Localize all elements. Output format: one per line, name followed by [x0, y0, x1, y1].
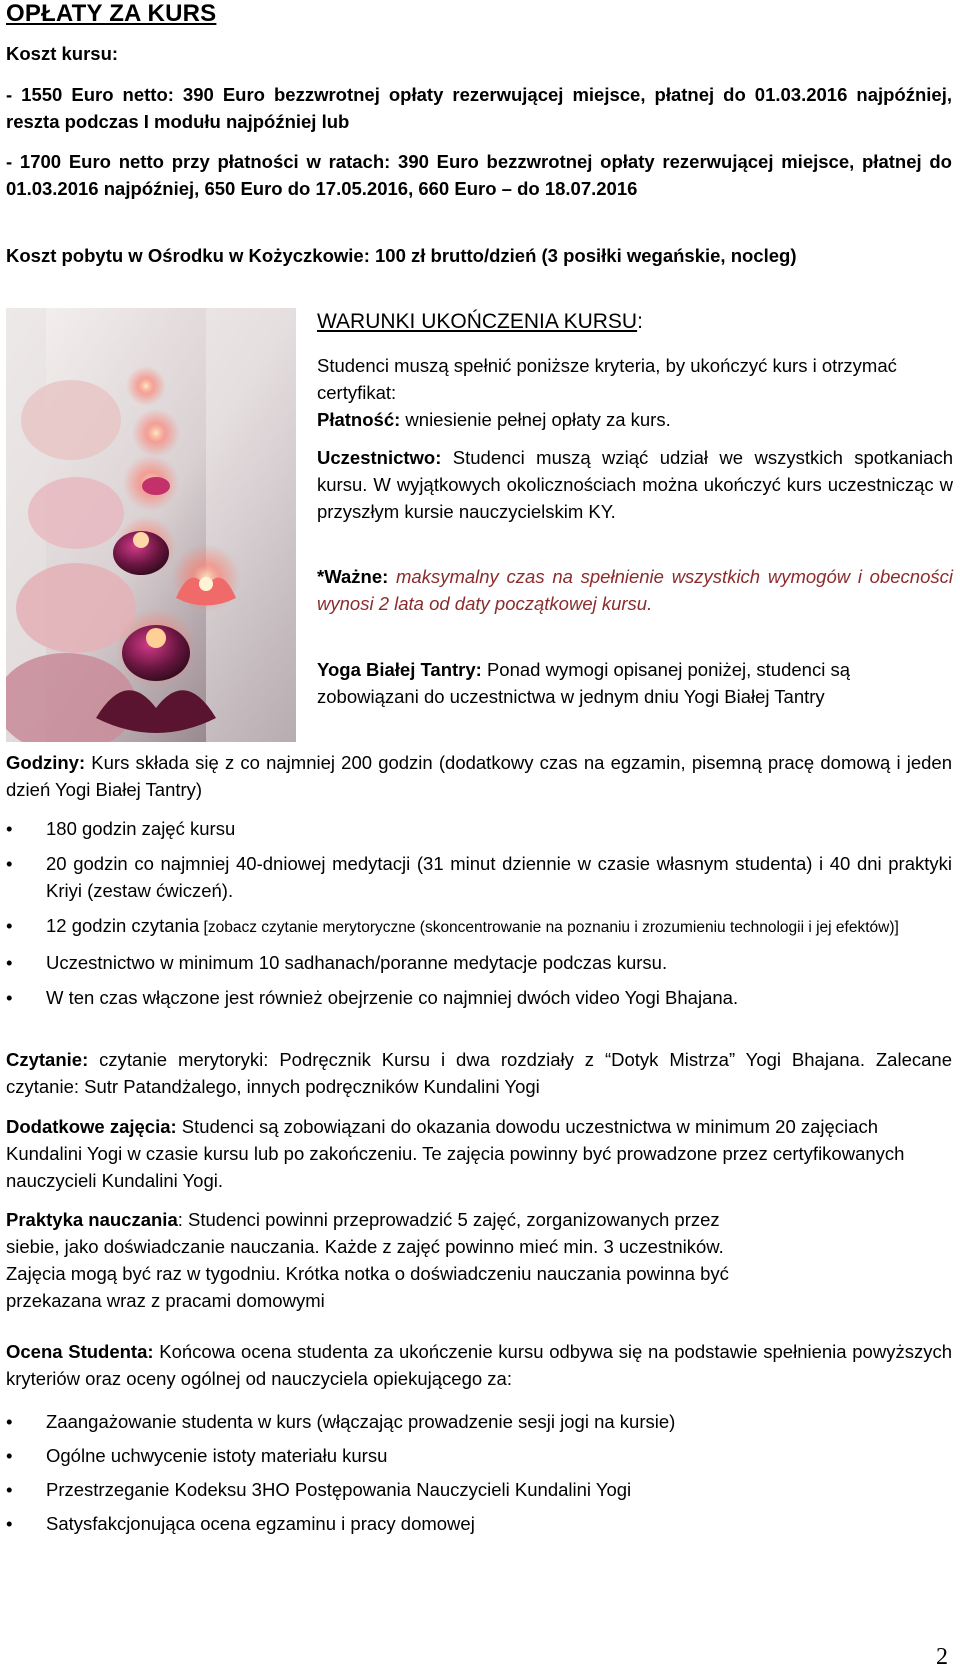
evaluation-text: Końcowa ocena studenta za ukończenie kursu odbywa się na podstawie spełnienia powyższych kryteriów oraz oceny ogólnej od nauczyciela opiekującego za:: [6, 1341, 952, 1389]
teaching-line-4: przekazana wraz z pracami domowymi: [6, 1290, 325, 1311]
evaluation-label: Ocena Studenta:: [6, 1341, 154, 1362]
stay-cost: Koszt pobytu w Ośrodku w Kożyczkowie: 100 zł brutto/dzień (3 posiłki wegańskie, nocleg): [6, 245, 797, 266]
teaching-line-2: siebie, jako doświadczanie nauczania. Każde z zajęć powinno mieć min. 3 uczestników.: [6, 1236, 724, 1257]
bullet-icon: •: [6, 915, 13, 936]
hours-list: [6, 815, 952, 1011]
reading-note: [zobacz czytanie merytoryczne (skoncentrowanie na poznaniu i zrozumieniu technologii i jej efektów)]: [199, 919, 899, 936]
list-item: [6, 912, 952, 941]
hours-label: Godziny:: [6, 752, 86, 773]
white-tantra-label: Yoga Białej Tantry:: [317, 659, 482, 680]
attendance-text: Studenci muszą wziąć udział we wszystkich spotkaniach kursu. W wyjątkowych okolicznościach można ukończyć kurs uczestnicząc w przyszłym kursie nauczycielskim KY.: [317, 447, 953, 522]
list-item-text: Przestrzeganie Kodeksu 3HO Postępowania Nauczycieli Kundalini Yogi: [46, 1479, 632, 1500]
teaching-line-1-text: : Studenci powinni przeprowadzić 5 zajęć, zorganizowanych przez: [177, 1209, 720, 1230]
list-item: [6, 1476, 952, 1503]
bullet-icon: •: [6, 952, 13, 973]
page-number: 2: [936, 1644, 948, 1670]
payment-label: Płatność:: [317, 409, 401, 430]
list-item: [6, 1408, 952, 1435]
payment-text: wniesienie pełnej opłaty za kurs.: [400, 409, 671, 430]
hours-text: Kurs składa się z co najmniej 200 godzin (dodatkowy czas na egzamin, pisemną pracę domową i jeden dzień Yogi Białej Tantry): [6, 752, 952, 800]
list-item: [6, 949, 952, 976]
evaluation-paragraph: [6, 1338, 952, 1392]
white-tantra-requirement: [317, 656, 953, 710]
fees-label: Koszt kursu:: [6, 43, 119, 64]
important-note: [317, 563, 953, 617]
evaluation-list: [6, 1408, 952, 1537]
list-item-text: 20 godzin co najmniej 40-dniowej medytacji (31 minut dziennie w czasie własnym studenta) i 40 dni praktyki Kriyi (zestaw ćwiczeń).: [46, 853, 952, 901]
payment-requirement: [317, 406, 953, 433]
completion-intro: Studenci muszą spełnić poniższe kryteria, by ukończyć kurs i otrzymać certyfikat:: [317, 355, 897, 403]
teaching-line-3: Zajęcia mogą być raz w tygodniu. Krótka notka o doświadczeniu nauczania powinna być: [6, 1263, 729, 1284]
bullet-icon: •: [6, 1479, 13, 1500]
attendance-label: Uczestnictwo:: [317, 447, 442, 468]
attendance-requirement: [317, 444, 953, 525]
list-item: [6, 984, 952, 1011]
extra-classes-paragraph: [6, 1113, 952, 1194]
fees-option-2: - 1700 Euro netto przy płatności w ratach: 390 Euro bezzwrotnej opłaty rezerwującej miejsce, płatnej do 01.03.2016 najpóźniej, 650 Euro do 17.05.2016, 660 Euro – do 18.07.2016: [6, 151, 952, 199]
completion-heading-colon: :: [637, 310, 643, 333]
list-item-text: 12 godzin czytania: [46, 915, 200, 936]
bullet-icon: •: [6, 818, 13, 839]
list-item-text: W ten czas włączone jest również obejrzenie co najmniej dwóch video Yogi Bhajana.: [46, 987, 739, 1008]
list-item-text: Zaangażowanie studenta w kurs (włączając prowadzenie sesji jogi na kursie): [46, 1411, 676, 1432]
important-label: *Ważne:: [317, 566, 389, 587]
list-item-text: Uczestnictwo w minimum 10 sadhanach/poranne medytacje podczas kursu.: [46, 952, 668, 973]
reading-paragraph: [6, 1046, 952, 1100]
bullet-icon: •: [6, 853, 13, 874]
list-item: [6, 1442, 952, 1469]
page-title: OPŁATY ZA KURS: [6, 0, 217, 27]
extra-text: Studenci są zobowiązani do okazania dowodu uczestnictwa w minimum 20 zajęciach Kundalini Yogi w czasie kursu lub po zakończeniu. Te zajęcia powinny być prowadzone przez certyfikowanych nauczycieli Kundalini Yogi.: [6, 1116, 905, 1191]
list-item: [6, 850, 952, 904]
white-tantra-text: Ponad wymogi opisanej poniżej, studenci są zobowiązani do uczestnictwa w jednym dniu Yogi Białej Tantry: [317, 659, 850, 707]
completion-heading: [317, 308, 953, 335]
teaching-practice-paragraph: [6, 1206, 952, 1314]
list-item: [6, 1510, 952, 1537]
fees-option-1: - 1550 Euro netto: 390 Euro bezzwrotnej opłaty rezerwującej miejsce, płatnej do 01.03.2016 najpóźniej, reszta podczas I modułu najpóźniej lub: [6, 84, 952, 132]
list-item: [6, 815, 952, 842]
reading-label: Czytanie:: [6, 1049, 89, 1070]
bullet-icon: •: [6, 987, 13, 1008]
list-item-text: Satysfakcjonująca ocena egzaminu i pracy domowej: [46, 1513, 475, 1534]
completion-heading-text: WARUNKI UKOŃCZENIA KURSU: [317, 310, 638, 333]
bullet-icon: •: [6, 1445, 13, 1466]
bullet-icon: •: [6, 1411, 13, 1432]
reading-text: czytanie merytoryki: Podręcznik Kursu i dwa rozdziały z “Dotyk Mistrza” Yogi Bhajana. Zalecane czytanie: Sutr Patandżalego, innych podręczników Kundalini Yogi: [6, 1049, 952, 1097]
teaching-line-1: [6, 1206, 952, 1233]
important-text: maksymalny czas na spełnienie wszystkich wymogów i obecności wynosi 2 lata od daty początkowej kursu.: [317, 566, 953, 614]
hours-paragraph: [6, 749, 952, 803]
teaching-label: Praktyka nauczania: [6, 1209, 178, 1230]
list-item-text: Ogólne uchwycenie istoty materiału kursu: [46, 1445, 388, 1466]
list-item-text: 180 godzin zajęć kursu: [46, 818, 236, 839]
extra-label: Dodatkowe zajęcia:: [6, 1116, 177, 1137]
candles-photo-illustration: [6, 308, 296, 742]
bullet-icon: •: [6, 1513, 13, 1534]
candles-photo: [6, 308, 296, 742]
